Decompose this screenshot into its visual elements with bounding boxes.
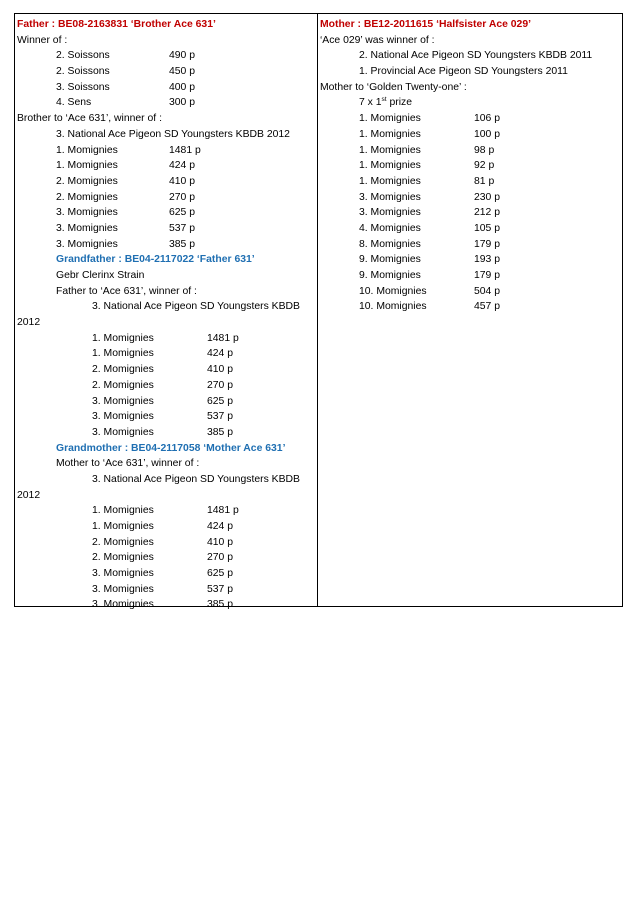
win-place: 1. Momignies — [359, 160, 421, 172]
mother-prize-line — [318, 95, 622, 111]
mother-title-2: 1. Provincial Ace Pigeon SD Youngsters 2011 — [359, 66, 568, 78]
win-place: 2. Soissons — [56, 50, 110, 62]
win-row — [15, 80, 317, 96]
win-row — [15, 394, 317, 410]
grandmother-year: 2012 — [17, 489, 41, 501]
win-points: 300 p — [169, 97, 196, 109]
win-row — [318, 284, 622, 300]
win-place: 2. Momignies — [92, 364, 154, 376]
win-points: 179 p — [474, 270, 501, 281]
win-points: 179 p — [474, 238, 501, 250]
win-points: 625 p — [207, 568, 234, 580]
grandfather-label: Father to ‘Ace 631’, winner of : — [56, 285, 197, 297]
win-row — [318, 174, 622, 190]
win-row — [15, 425, 317, 441]
win-points: 98 p — [474, 144, 495, 156]
win-place: 10. Momignies — [359, 301, 427, 313]
win-row — [15, 237, 317, 253]
grandfather-year: 2012 — [17, 317, 41, 329]
mother-column — [318, 14, 622, 606]
win-row — [318, 268, 622, 284]
win-points: 625 p — [169, 207, 196, 219]
win-points: 385 p — [169, 238, 196, 250]
win-place: 3. Momignies — [92, 411, 154, 423]
win-place: 3. Momignies — [359, 191, 421, 203]
win-row — [15, 221, 317, 237]
win-place: 1. Momignies — [56, 144, 118, 156]
pedigree-table — [14, 13, 623, 611]
win-points: 424 p — [169, 160, 196, 172]
win-place: 10. Momignies — [359, 285, 427, 297]
win-row — [15, 48, 317, 64]
win-row — [15, 550, 317, 566]
win-place: 2. Momignies — [92, 536, 154, 548]
win-row — [318, 221, 622, 237]
win-points: 537 p — [169, 222, 196, 234]
win-row — [318, 143, 622, 159]
win-place: 3. Momignies — [359, 207, 421, 219]
win-row — [318, 299, 622, 315]
win-points: 1481 p — [207, 332, 239, 344]
win-place: 1. Momignies — [92, 505, 154, 517]
win-place: 3. Momignies — [92, 583, 154, 595]
win-row — [15, 519, 317, 535]
win-place: 2. Momignies — [92, 379, 154, 391]
win-row — [318, 190, 622, 206]
win-points: 100 p — [474, 128, 501, 140]
win-place: 1. Momignies — [92, 348, 154, 360]
win-place: 1. Momignies — [359, 113, 421, 125]
prize-word: prize — [386, 97, 413, 109]
prize-superscript: st — [381, 96, 387, 104]
win-place: 3. Momignies — [56, 238, 118, 250]
grandmother-header: Grandmother : BE04-2117058 ‘Mother Ace 631’ — [56, 442, 286, 454]
win-points: 92 p — [474, 160, 495, 172]
win-place: 9. Momignies — [359, 270, 421, 281]
win-row — [15, 566, 317, 582]
father-wins-list — [15, 48, 317, 111]
grandmother-title: 3. National Ace Pigeon SD Youngsters KBDB — [92, 473, 300, 485]
mother-title-1: 2. National Ace Pigeon SD Youngsters KBDB 2011 — [359, 50, 593, 62]
win-place: 2. Soissons — [56, 66, 110, 78]
win-row — [15, 158, 317, 174]
win-place: 3. Momignies — [56, 222, 118, 234]
mother-label: Mother to ‘Golden Twenty-one’ : — [320, 81, 467, 93]
win-points: 625 p — [207, 395, 234, 407]
prize-count: 7 x 1 — [359, 97, 382, 109]
father-column — [15, 14, 318, 611]
win-row — [15, 409, 317, 425]
win-points: 270 p — [207, 552, 234, 564]
win-row — [318, 252, 622, 268]
win-row — [318, 111, 622, 127]
win-row — [15, 597, 317, 613]
win-points: 490 p — [169, 50, 196, 62]
win-points: 424 p — [207, 521, 234, 532]
win-row — [15, 362, 317, 378]
win-place: 3. Momignies — [92, 568, 154, 580]
win-place: 3. Momignies — [92, 426, 154, 438]
mother-header: Mother : BE12-2011615 ‘Halfsister Ace 029’ — [320, 19, 531, 30]
win-row — [15, 378, 317, 394]
win-row — [15, 331, 317, 347]
win-row — [15, 205, 317, 221]
grandfather-wins-list — [15, 331, 317, 441]
win-place: 4. Sens — [56, 97, 92, 109]
father-brother-wins-list — [15, 143, 317, 253]
win-row — [15, 346, 317, 362]
grandmother-label: Mother to ‘Ace 631’, winner of : — [56, 458, 200, 470]
win-place: 3. Momignies — [56, 207, 118, 219]
father-winner-label: Winner of : — [17, 34, 68, 46]
grandfather-title: 3. National Ace Pigeon SD Youngsters KBDB — [92, 301, 300, 313]
win-points: 81 p — [474, 175, 495, 187]
win-place: 2. Momignies — [56, 175, 118, 187]
father-brother-title: 3. National Ace Pigeon SD Youngsters KBDB 2012 — [56, 128, 290, 140]
mother-winner-label: ‘Ace 029’ was winner of : — [320, 34, 435, 46]
grandmother-wins-list — [15, 503, 317, 613]
win-points: 193 p — [474, 254, 501, 266]
win-place: 1. Momignies — [359, 144, 421, 156]
win-points: 1481 p — [207, 505, 239, 517]
win-place: 1. Momignies — [92, 521, 154, 532]
win-row — [15, 143, 317, 159]
win-row — [15, 582, 317, 598]
win-place: 3. Soissons — [56, 81, 110, 93]
win-points: 537 p — [207, 583, 234, 595]
win-place: 3. Momignies — [92, 599, 154, 611]
grandfather-strain: Gebr Clerinx Strain — [56, 270, 145, 281]
win-points: 270 p — [207, 379, 234, 391]
win-place: 9. Momignies — [359, 254, 421, 266]
win-place: 2. Momignies — [56, 191, 118, 203]
win-points: 504 p — [474, 285, 501, 297]
win-points: 400 p — [169, 81, 196, 93]
win-points: 385 p — [207, 426, 234, 438]
win-place: 1. Momignies — [359, 175, 421, 187]
grandfather-header: Grandfather : BE04-2117022 ‘Father 631’ — [56, 254, 255, 266]
win-row — [15, 95, 317, 111]
win-points: 410 p — [207, 536, 234, 548]
father-header: Father : BE08-2163831 ‘Brother Ace 631’ — [17, 19, 216, 30]
win-row — [318, 127, 622, 143]
win-points: 537 p — [207, 411, 234, 423]
win-points: 230 p — [474, 191, 501, 203]
win-row — [318, 158, 622, 174]
father-brother-label: Brother to ‘Ace 631’, winner of : — [17, 113, 162, 125]
win-place: 3. Momignies — [92, 395, 154, 407]
win-row — [318, 237, 622, 253]
win-points: 105 p — [474, 222, 501, 234]
win-points: 410 p — [169, 175, 196, 187]
win-points: 410 p — [207, 364, 234, 376]
win-place: 8. Momignies — [359, 238, 421, 250]
win-points: 212 p — [474, 207, 501, 219]
win-points: 457 p — [474, 301, 501, 313]
win-place: 4. Momignies — [359, 222, 421, 234]
win-points: 424 p — [207, 348, 234, 360]
win-row — [15, 64, 317, 80]
win-points: 1481 p — [169, 144, 201, 156]
win-points: 385 p — [207, 599, 234, 611]
win-row — [318, 205, 622, 221]
win-row — [15, 535, 317, 551]
win-row — [15, 503, 317, 519]
win-row — [15, 174, 317, 190]
win-row — [15, 190, 317, 206]
win-place: 1. Momignies — [56, 160, 118, 172]
win-place: 2. Momignies — [92, 552, 154, 564]
win-points: 106 p — [474, 113, 501, 125]
win-place: 1. Momignies — [359, 128, 421, 140]
mother-wins-list — [318, 111, 622, 315]
win-place: 1. Momignies — [92, 332, 154, 344]
win-points: 450 p — [169, 66, 196, 78]
win-points: 270 p — [169, 191, 196, 203]
